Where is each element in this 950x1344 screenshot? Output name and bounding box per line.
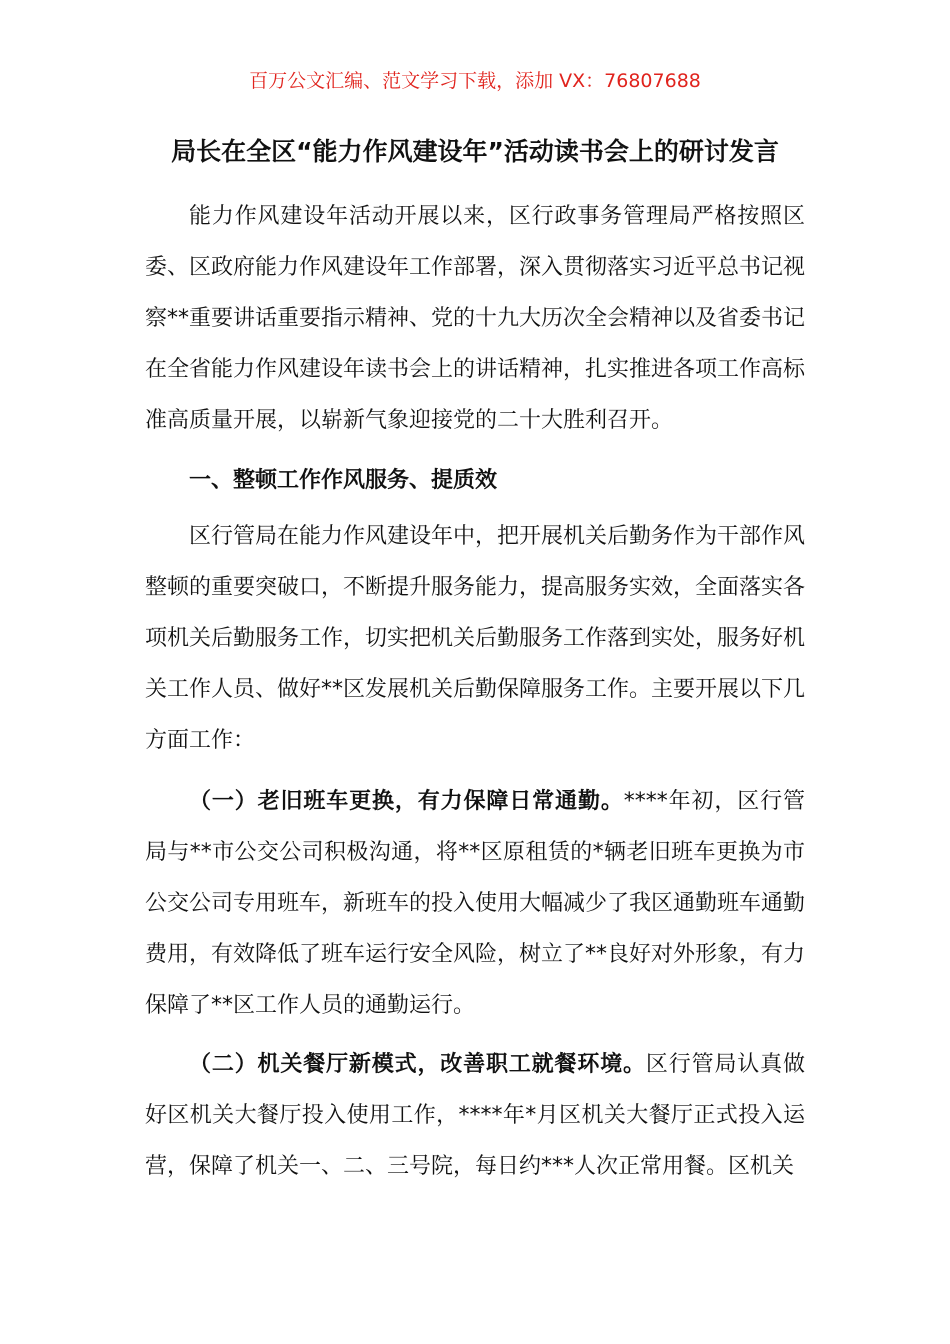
- intro-paragraph: 能力作风建设年活动开展以来，区行政事务管理局严格按照区委、区政府能力作风建设年工作部署，深入贯彻落实习近平总书记视察**重要讲话重要指示精神、党的十九大历次全会精神以及省委书记在全省能力作风建设年读书会上的讲话精神，扎实推进各项工作高标准高质量开展，以崭新气象迎接党的二十大胜利召开。: [145, 204, 806, 433]
- list-item-title: （二）机关餐厅新模式，改善职工就餐环境。: [189, 1052, 646, 1077]
- list-item-title: （一）老旧班车更换，有力保障日常通勤。: [189, 789, 624, 814]
- list-item: [145, 776, 805, 1031]
- list-item-text: 区行管局认真做好区机关大餐厅投入使用工作，****年*月区机关大餐厅正式投入运营，保障了机关一、二、三号院，每日约***人次正常用餐。区机关: [145, 1052, 805, 1179]
- section-heading: 一、整顿工作作风服务、提质效: [189, 468, 498, 493]
- watermark-text: 百万公文汇编、范文学习下载，添加 VX：76807688: [249, 70, 701, 92]
- list-item: [145, 1039, 805, 1192]
- list-item-text: ****年初，区行管局与**市公交公司积极沟通，将**区原租赁的*辆老旧班车更换为市公交公司专用班车，新班车的投入使用大幅减少了我区通勤班车通勤费用，有效降低了班车运行安全风险，树立了**良好对外形象，有力保障了**区工作人员的通勤运行。: [145, 789, 806, 1018]
- section-paragraph: 区行管局在能力作风建设年中，把开展机关后勤务作为干部作风整顿的重要突破口，不断提升服务能力，提高服务实效，全面落实各项机关后勤服务工作，切实把机关后勤服务工作落到实处，服务好机关工作人员、做好**区发展机关后勤保障服务工作。主要开展以下几方面工作：: [145, 524, 806, 753]
- document-title: 局长在全区“能力作风建设年”活动读书会上的研讨发言: [171, 137, 779, 166]
